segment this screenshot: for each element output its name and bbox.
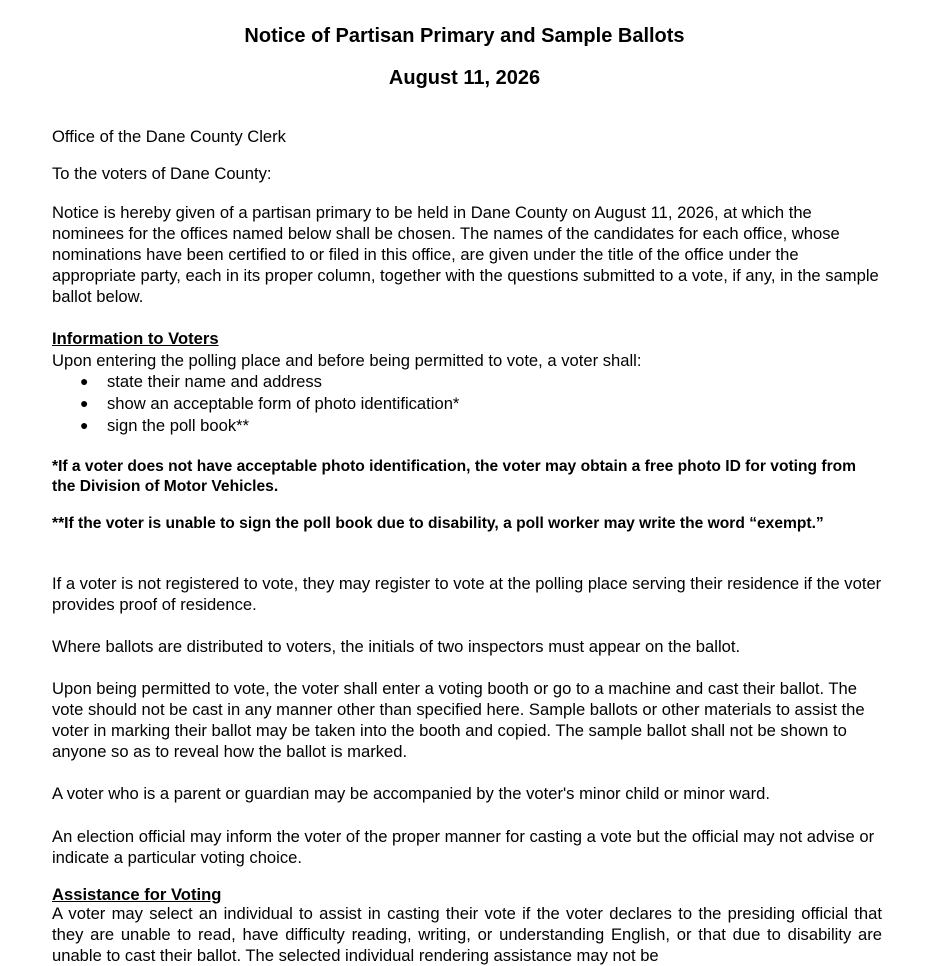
info-to-voters-heading: Information to Voters [52,329,219,348]
document-title: Notice of Partisan Primary and Sample Ballots [244,25,685,47]
list-item-text: sign the poll book** [107,416,250,435]
bullet-icon: ● [80,417,89,433]
registration-paragraph: If a voter is not registered to vote, they may register to vote at the polling place serving their residence if the voter provides proof of residence. [52,574,882,614]
election-date: August 11, 2026 [388,67,541,89]
list-item-text: state their name and address [107,372,322,391]
bullet-icon: ● [80,395,89,411]
footnote-photo-id: *If a voter does not have acceptable photo identification, the voter may obtain a free photo ID for voting from the Division of Motor Vehicles. [52,458,857,495]
requirements-list [52,371,882,437]
ballot-initials-paragraph: Where ballots are distributed to voters, the initials of two inspectors must appear on the ballot. [52,637,741,656]
salutation: To the voters of Dane County: [52,164,272,183]
list-item-text: show an acceptable form of photo identification* [107,394,460,413]
info-intro: Upon entering the polling place and before being permitted to vote, a voter shall: [52,351,642,370]
minor-child-paragraph: A voter who is a parent or guardian may be accompanied by the voter's minor child or minor ward. [52,784,770,803]
bullet-icon: ● [80,373,89,389]
list-item [52,371,882,393]
assistance-paragraph: A voter may select an individual to assist in casting their vote if the voter declares to the presiding official that they are unable to read, have difficulty reading, writing, or understanding English, or that due to disability are unable to cast their ballot. The selected individual rendering assistance may not be [52,904,882,965]
notice-paragraph: Notice is hereby given of a partisan primary to be held in Dane County on August 11, 2026, at which the nominees for the offices named below shall be chosen. The names of the candidates for each office, whose nominations have been certified to or filed in this office, are given under the title of the office under the appropriate party, each in its proper column, together with the questions submitted to a vote, if any, in the sample ballot below. [52,203,879,306]
assistance-heading: Assistance for Voting [52,885,222,904]
voting-booth-paragraph: Upon being permitted to vote, the voter shall enter a voting booth or go to a machine and cast their ballot. The vote should not be cast in any manner other than specified here. Sample ballots or other materials to assist the voter in marking their ballot may be taken into the booth and copied. The sample ballot shall not be shown to anyone so as to reveal how the ballot is marked. [52,679,865,761]
election-official-paragraph: An election official may inform the voter of the proper manner for casting a vote but the official may not advise or indicate a particular voting choice. [52,827,875,867]
footnote-poll-book: **If the voter is unable to sign the poll book due to disability, a poll worker may write the word “exempt.” [52,515,824,532]
list-item [52,415,882,437]
list-item [52,393,882,415]
office-line: Office of the Dane County Clerk [52,127,286,146]
